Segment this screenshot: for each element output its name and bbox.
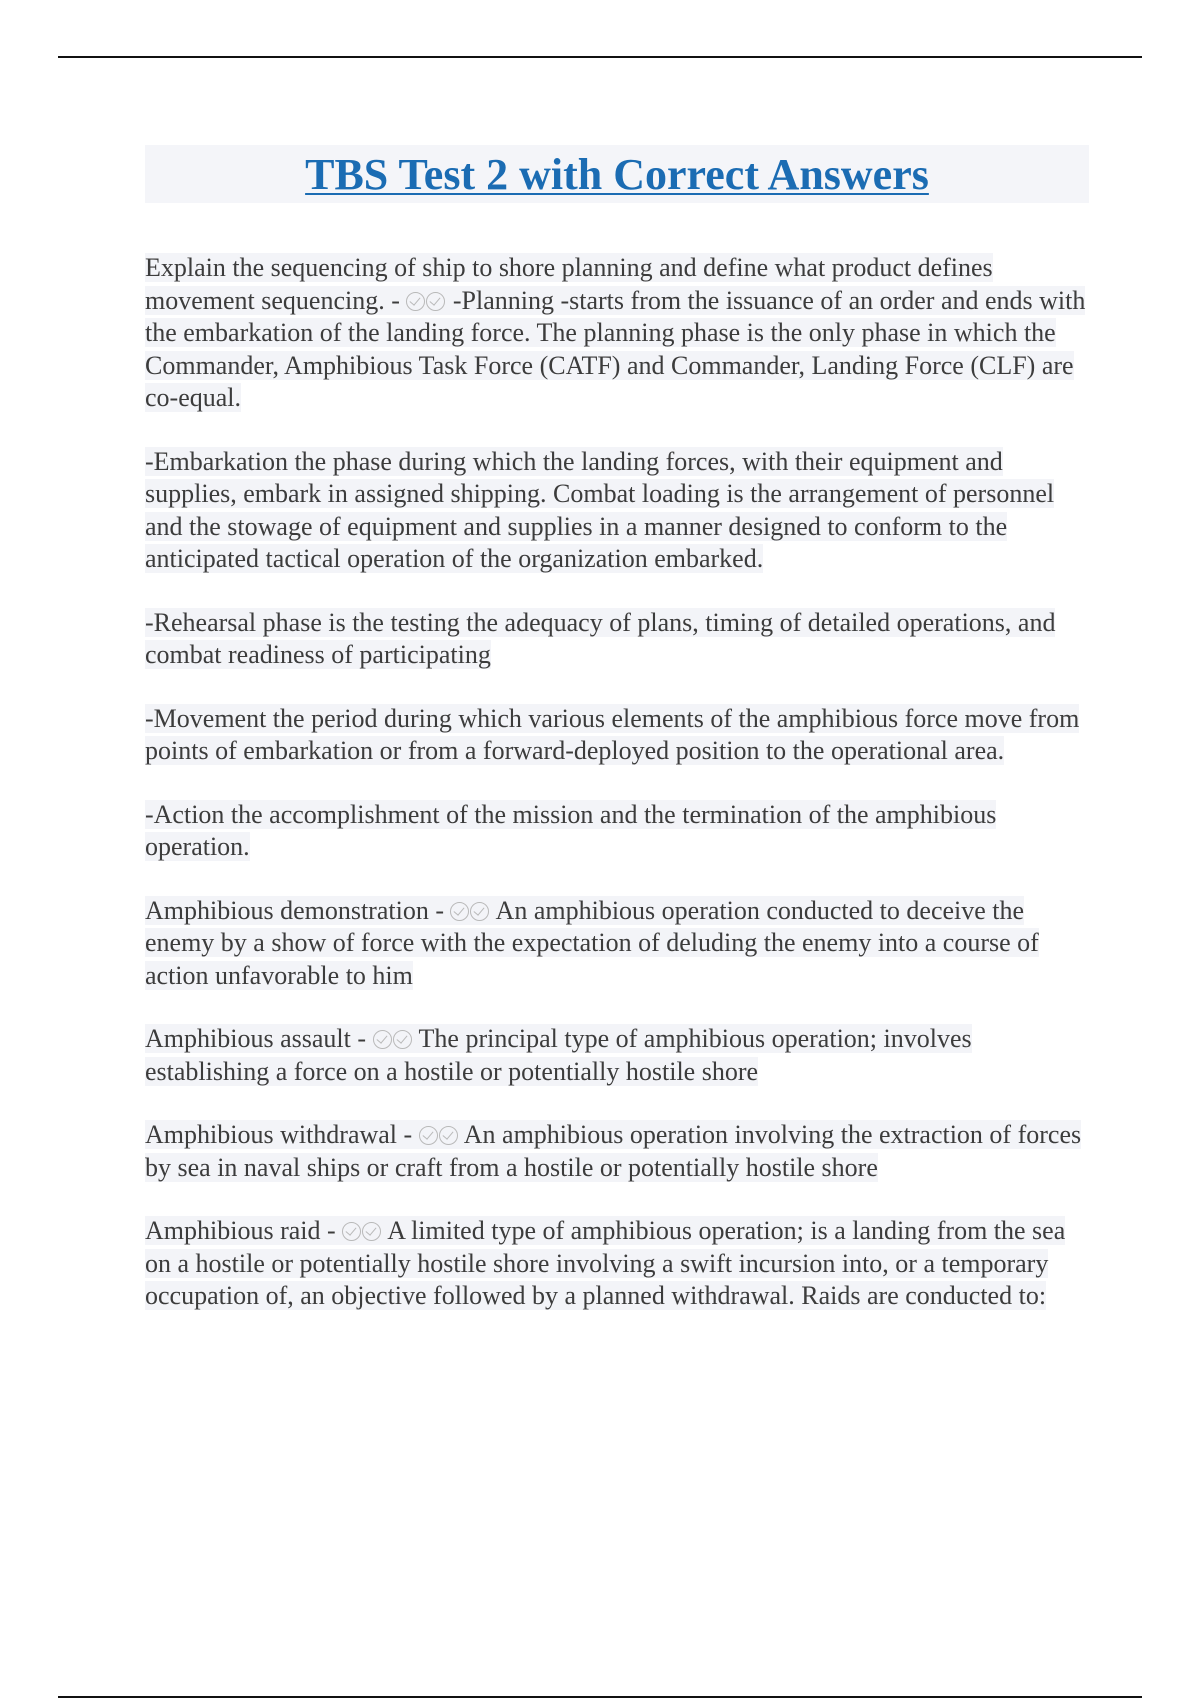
double-check-circle-icon: [406, 285, 446, 318]
bottom-rule: [58, 1696, 1142, 1698]
paragraph-text: -Action the accomplishment of the mission and the termination of the amphibious operation.: [145, 799, 997, 861]
answer-paragraph: [145, 446, 1090, 576]
qa-entry: [145, 1119, 1090, 1184]
double-check-circle-icon: [373, 1023, 413, 1056]
answer-text: An amphibious operation conducted to deceive the enemy by a show of force with the expectation of deluding the enemy into a course of action unfavorable to him: [145, 895, 1039, 990]
answer-paragraph: [145, 703, 1090, 768]
paragraph-text: -Movement the period during which various elements of the amphibious force move from points of embarkation or from a forward-deployed position to the operational area.: [145, 703, 1080, 765]
answer-paragraph: [145, 607, 1090, 672]
qa-entry: [145, 1215, 1090, 1313]
title-band: [145, 145, 1089, 203]
document-title: TBS Test 2 with Correct Answers: [305, 150, 929, 199]
question-text: Amphibious demonstration -: [145, 895, 451, 925]
qa-entry: [145, 895, 1090, 993]
answer-text: A limited type of amphibious operation; is a landing from the sea on a hostile or potentially hostile shore involving a swift incursion into, or a temporary occupation of, an objective followed by a planned withdrawal. Raids are conducted to:: [145, 1216, 1066, 1310]
answer-text: -Planning -starts from the issuance of an order and ends with the embarkation of the landing force. The planning phase is the only phase in which the Commander, Amphibious Task Force (CATF) and Commander, Landing Force (CLF) are co-equal.: [145, 285, 1086, 412]
double-check-circle-icon: [342, 1215, 382, 1248]
double-check-circle-icon: [450, 895, 490, 928]
top-rule: [58, 56, 1142, 58]
question-text: Amphibious assault -: [145, 1024, 373, 1053]
answer-text: An amphibious operation involving the extraction of forces by sea in naval ships or craft from a hostile or potentially hostile shore: [145, 1120, 1082, 1182]
double-check-circle-icon: [419, 1119, 459, 1152]
qa-entry: [145, 1023, 1090, 1088]
answer-text: The principal type of amphibious operation; involves establishing a force on a hostile or potentially hostile shore: [145, 1024, 972, 1086]
question-text: Amphibious raid -: [145, 1216, 343, 1245]
answer-paragraph: [145, 799, 1090, 864]
paragraph-text: -Rehearsal phase is the testing the adequacy of plans, timing of detailed operations, and combat readiness of participating: [145, 607, 1056, 669]
question-text: Amphibious withdrawal -: [145, 1120, 419, 1149]
question-text: Explain the sequencing of ship to shore planning and define what product defines movement sequencing. -: [145, 253, 993, 315]
document-body: [145, 252, 1090, 1344]
paragraph-text: -Embarkation the phase during which the landing forces, with their equipment and supplies, embark in assigned shipping. Combat loading is the arrangement of personnel and the stowage of equipment and supplies in a manner designed to conform to the anticipated tactical operation of the organization embarked.: [145, 446, 1055, 573]
qa-entry: [145, 252, 1090, 415]
